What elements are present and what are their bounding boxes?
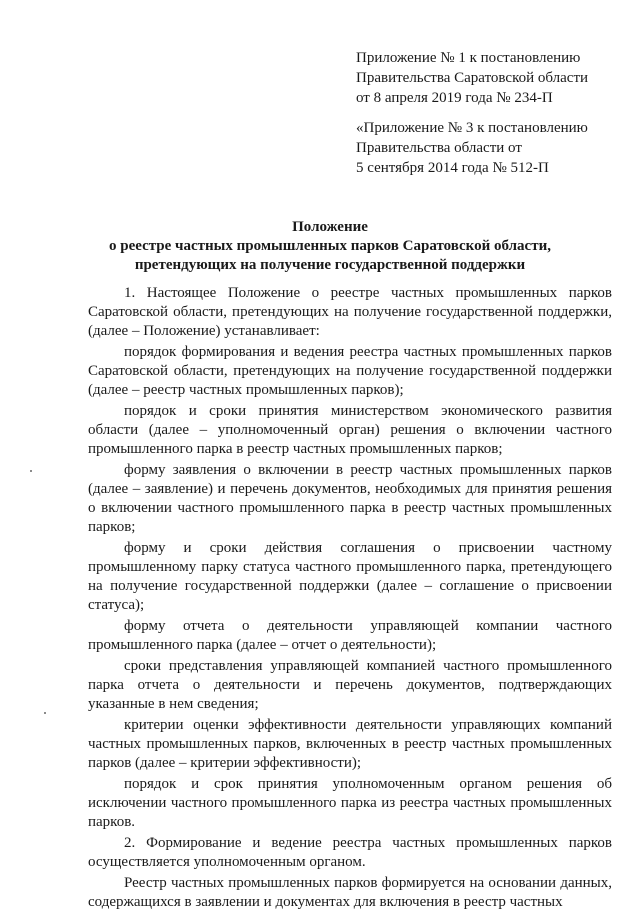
paragraph: сроки представления управляющей компанией частного промышленного парка отчета о деятельности и перечень документов, подтверждающих указанные в нем сведения;	[88, 658, 612, 712]
paragraph: 2. Формирование и ведение реестра частных промышленных парков осуществляется уполномоченным органом.	[88, 835, 612, 870]
document-title	[80, 218, 580, 275]
paragraph: форму отчета о деятельности управляющей компании частного промышленного парка (далее – отчет о деятельности);	[88, 618, 612, 653]
scan-speck	[30, 470, 32, 472]
header-line: Правительства Саратовской области	[356, 70, 589, 86]
appendix-reference-original	[356, 118, 626, 178]
document-body	[88, 284, 612, 914]
title-line: о реестре частных промышленных парков Саратовской области,	[109, 238, 551, 254]
paragraph: порядок и сроки принятия министерством экономического развития области (далее – уполномоченный орган) решения о включении частного промышленного парка в реестр частных промышленных парков;	[88, 403, 612, 457]
header-line: 5 сентября 2014 года № 512-П	[356, 160, 549, 176]
paragraph: 1. Настоящее Положение о реестре частных промышленных парков Саратовской области, претендующих на получение государственной поддержки, (далее – Положение) устанавливает:	[88, 285, 612, 339]
paragraph: критерии оценки эффективности деятельности управляющих компаний частных промышленных парков, включенных в реестр частных промышленных парков (далее – критерии эффективности);	[88, 717, 612, 771]
paragraph: Реестр частных промышленных парков формируется на основании данных, содержащихся в заявлении и документах для включения в реестр частных	[88, 875, 612, 910]
title-line: Положение	[292, 219, 368, 235]
header-line: Приложение № 1 к постановлению	[356, 50, 581, 66]
title-line: претендующих на получение государственной поддержки	[134, 257, 526, 273]
paragraph: порядок и срок принятия уполномоченным органом решения об исключении частного промышленного парка из реестра частных промышленных парков.	[88, 776, 612, 830]
paragraph: порядок формирования и ведения реестра частных промышленных парков Саратовской области, претендующих на получение государственной поддержки (далее – реестр частных промышленных парков);	[88, 344, 612, 398]
paragraph: форму заявления о включении в реестр частных промышленных парков (далее – заявление) и перечень документов, необходимых для принятия решения о включении частного промышленного парка в реестр частных промышленных парков;	[88, 462, 612, 535]
header-line: «Приложение № 3 к постановлению	[356, 120, 588, 136]
document-header	[356, 48, 626, 178]
scan-speck	[44, 712, 46, 714]
header-line: Правительства области от	[356, 140, 522, 156]
header-line: от 8 апреля 2019 года № 234-П	[356, 90, 553, 106]
paragraph: форму и сроки действия соглашения о присвоении частному промышленному парку статуса частного промышленного парка, претендующего на получение государственной поддержки (далее – соглашение о присвоении статуса);	[88, 540, 612, 613]
appendix-reference-current	[356, 48, 626, 108]
